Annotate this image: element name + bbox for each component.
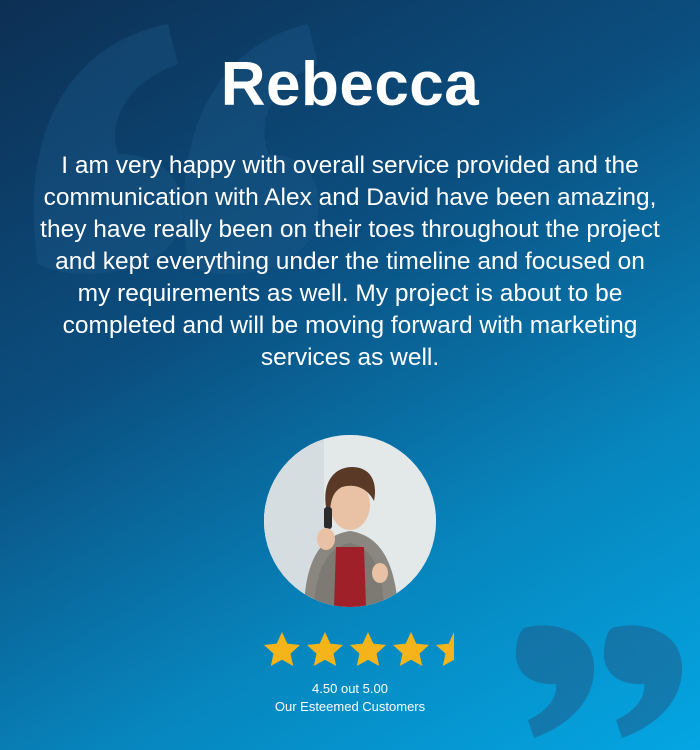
rating-stars: [262, 630, 474, 670]
quote-close-icon: [512, 620, 687, 738]
star-icon: [305, 630, 345, 670]
star-icon: [391, 630, 431, 670]
star-half-icon: [434, 630, 474, 670]
avatar: [264, 435, 436, 607]
reviewer-name: Rebecca: [220, 50, 480, 119]
testimonial-text: I am very happy with overall service provided and the communication with Alex and David have been amazing, they have really been on their toes throughout the project and kept everything under the timeline and focused on my requirements as well. My project is about to be completed and will be moving forward with marketing services as well.: [40, 152, 660, 371]
star-icon: [262, 630, 302, 670]
star-icon: [348, 630, 388, 670]
rating-caption: Our Esteemed Customers: [274, 699, 426, 714]
customer-photo: [264, 435, 436, 607]
rating-label: 4.50 out 5.00: [312, 681, 388, 696]
